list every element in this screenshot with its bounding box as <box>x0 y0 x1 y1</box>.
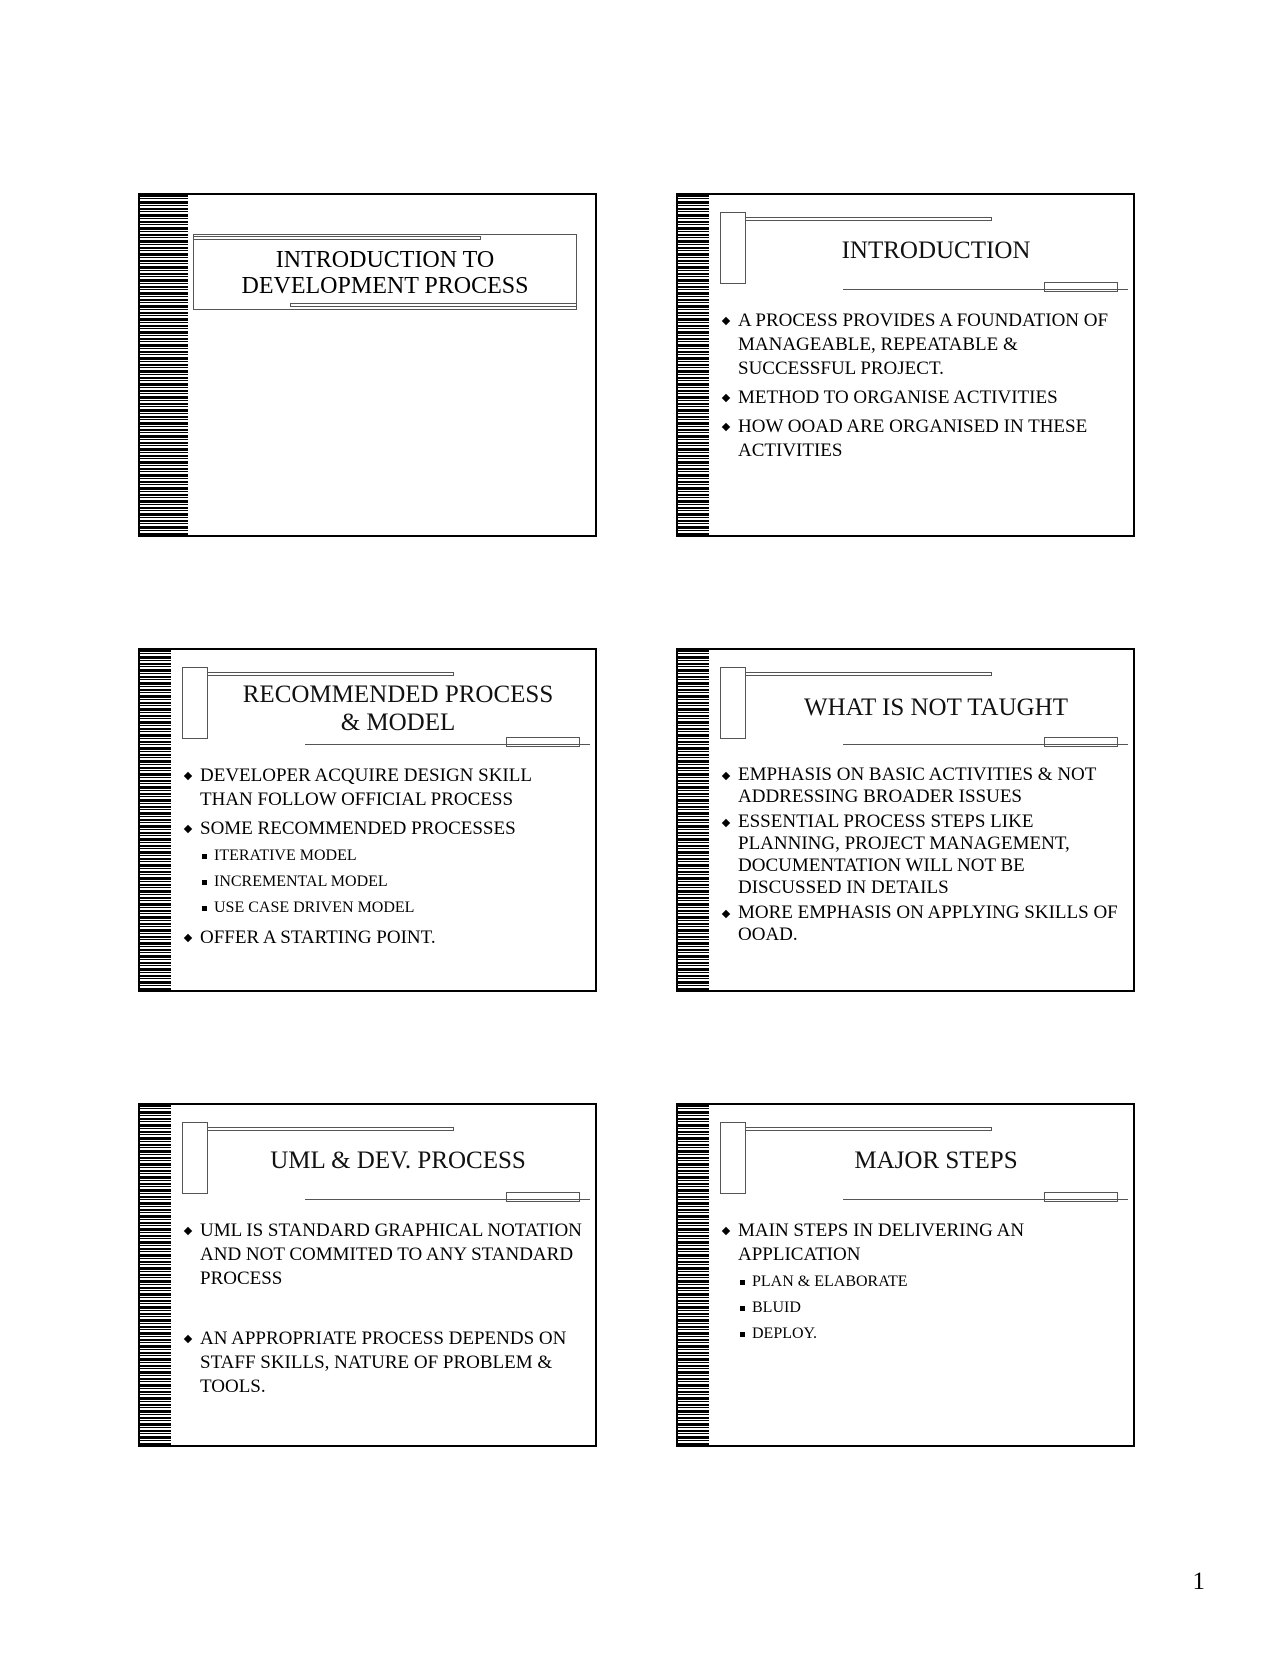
deco-line <box>720 1127 992 1131</box>
bullet-item: AN APPROPRIATE PROCESS DEPENDS ON STAFF SKILLS, NATURE OF PROBLEM & TOOLS. <box>184 1327 584 1399</box>
bullet-list <box>722 309 1122 468</box>
sub-item: BLUID <box>738 1295 1122 1321</box>
slide-3 <box>138 648 597 992</box>
deco-line <box>843 1199 1128 1200</box>
deco-line <box>305 1199 590 1200</box>
bullet-item: EMPHASIS ON BASIC ACTIVITIES & NOT ADDRESSING BROADER ISSUES <box>722 764 1122 808</box>
sub-item: INCREMENTAL MODEL <box>200 869 584 895</box>
slide-6 <box>676 1103 1135 1447</box>
deco-box <box>506 1192 580 1202</box>
bullet-item: MAIN STEPS IN DELIVERING AN APPLICATION PLAN & ELABORATE BLUID DEPLOY. <box>722 1219 1122 1347</box>
bullet-item: OFFER A STARTING POINT. <box>184 926 584 950</box>
deco-line <box>182 672 454 676</box>
deco-box <box>720 667 746 739</box>
sub-list <box>738 1269 1122 1347</box>
slide-1 <box>138 193 597 537</box>
slide-title: INTRODUCTION <box>841 237 1031 264</box>
deco-line <box>290 303 577 307</box>
sub-item: ITERATIVE MODEL <box>200 843 584 869</box>
deco-box <box>720 1122 746 1194</box>
slide-2 <box>676 193 1135 537</box>
sub-item: USE CASE DRIVEN MODEL <box>200 895 584 921</box>
slide-title: UML & DEV. PROCESS <box>270 1147 526 1174</box>
deco-line <box>305 744 590 745</box>
deco-line <box>843 289 1128 290</box>
barcode-strip <box>140 650 171 990</box>
deco-line <box>720 672 992 676</box>
barcode-strip <box>678 1105 709 1445</box>
deco-line <box>182 1127 454 1131</box>
barcode-strip <box>140 195 188 535</box>
barcode-strip <box>678 195 709 535</box>
sub-item: DEPLOY. <box>738 1321 1122 1347</box>
bullet-list <box>184 1219 584 1404</box>
sub-item: PLAN & ELABORATE <box>738 1269 1122 1295</box>
bullet-item: DEVELOPER ACQUIRE DESIGN SKILL THAN FOLLOW OFFICIAL PROCESS <box>184 764 584 812</box>
bullet-item: HOW OOAD ARE ORGANISED IN THESE ACTIVITIES <box>722 415 1122 463</box>
deco-box <box>182 667 208 739</box>
page-number: 1 <box>1192 1568 1205 1595</box>
slide-title: INTRODUCTION TO DEVELOPMENT PROCESS <box>193 234 577 310</box>
bullet-item: SOME RECOMMENDED PROCESSES ITERATIVE MODEL INCREMENTAL MODEL USE CASE DRIVEN MODEL <box>184 817 584 921</box>
barcode-strip <box>140 1105 171 1445</box>
deco-box <box>720 212 746 284</box>
bullet-item: METHOD TO ORGANISE ACTIVITIES <box>722 386 1122 410</box>
bullet-list <box>722 1219 1122 1352</box>
bullet-item: ESSENTIAL PROCESS STEPS LIKE PLANNING, PROJECT MANAGEMENT, DOCUMENTATION WILL NOT BE DISCUSSED IN DETAILS <box>722 811 1122 899</box>
bullet-item: UML IS STANDARD GRAPHICAL NOTATION AND NOT COMMITED TO ANY STANDARD PROCESS <box>184 1219 584 1291</box>
bullet-item: A PROCESS PROVIDES A FOUNDATION OF MANAGEABLE, REPEATABLE & SUCCESSFUL PROJECT. <box>722 309 1122 381</box>
deco-box <box>1044 737 1118 747</box>
bullet-list <box>722 764 1122 949</box>
slide-title: MAJOR STEPS <box>854 1147 1018 1174</box>
deco-line <box>843 744 1128 745</box>
deco-box <box>1044 1192 1118 1202</box>
slide-5 <box>138 1103 597 1447</box>
deco-box <box>182 1122 208 1194</box>
deco-box <box>1044 282 1118 292</box>
slide-4 <box>676 648 1135 992</box>
slide-title: RECOMMENDED PROCESS & MODEL <box>242 681 554 736</box>
slide-title: WHAT IS NOT TAUGHT <box>804 694 1068 721</box>
bullet-list <box>184 764 584 955</box>
barcode-strip <box>678 650 709 990</box>
bullet-item: MORE EMPHASIS ON APPLYING SKILLS OF OOAD. <box>722 902 1122 946</box>
sub-list <box>200 843 584 921</box>
deco-box <box>506 737 580 747</box>
deco-line <box>720 217 992 221</box>
